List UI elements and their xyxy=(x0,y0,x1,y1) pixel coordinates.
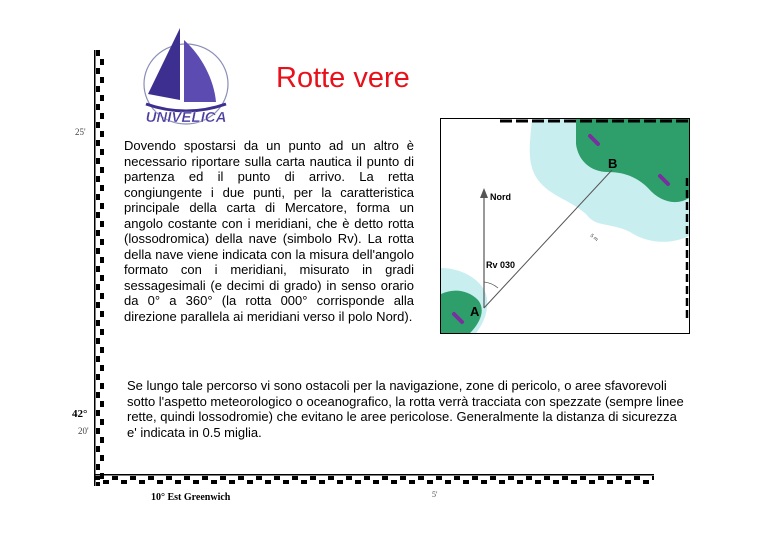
body-paragraph-1: Dovendo spostarsi da un punto ad un altro è necessario riportare sulla carta nautica il punto di partenza ed il punto di arrivo. La retta congiungente i due punti, per la caratteristica principale della carta di Mercatore, forma un angolo costante con i meridiani, che è detto rotta (lossodromica) della nave (simbolo Rv). La rotta della nave viene indicata con la misura dell'angolo formato con i meridiani, misurato in gradi sessagesimali (e decimi di grado) in senso orario da 0° a 360° (la rotta 000° corrisponde alla direzione parallela ai meridiani verso il polo Nord). xyxy=(124,138,414,324)
route-diagram xyxy=(440,118,690,334)
latitude-degrees: 42° xyxy=(72,408,88,420)
logo-text: UNIVELICA xyxy=(145,109,227,126)
north-label: Nord xyxy=(490,192,511,202)
slide-title: Rotte vere xyxy=(276,62,410,94)
course-label: Rv 030 xyxy=(486,260,516,270)
latitude-scale-blocks xyxy=(96,50,104,486)
univelica-logo xyxy=(140,22,232,130)
point-b-label: B xyxy=(608,156,618,171)
point-a-label: A xyxy=(470,304,480,319)
logo-main-sail xyxy=(148,28,180,100)
latitude-minutes-top: 25' xyxy=(75,127,86,137)
latitude-minutes-bottom: 20' xyxy=(78,426,89,436)
depth-label: 5 m xyxy=(588,232,599,243)
body-paragraph-2: Se lungo tale percorso vi sono ostacoli per la navigazione, zone di pericolo, o aree sfavorevoli sotto l'aspetto meteorologico o oceanografico, la rotta verrà tracciata con spezzate (sempre linee rette, quindi lossodromie) che evitano le aree pericolose. Generalmente la distanza di sicurezza e' indicata in 0.5 miglia. xyxy=(127,378,684,440)
longitude-label: 10° Est Greenwich xyxy=(151,492,231,503)
longitude-scale xyxy=(94,474,654,486)
latitude-scale xyxy=(94,50,106,486)
logo-jib-sail xyxy=(184,40,216,102)
longitude-minutes: 5' xyxy=(432,490,438,499)
longitude-scale-blocks xyxy=(94,476,654,484)
